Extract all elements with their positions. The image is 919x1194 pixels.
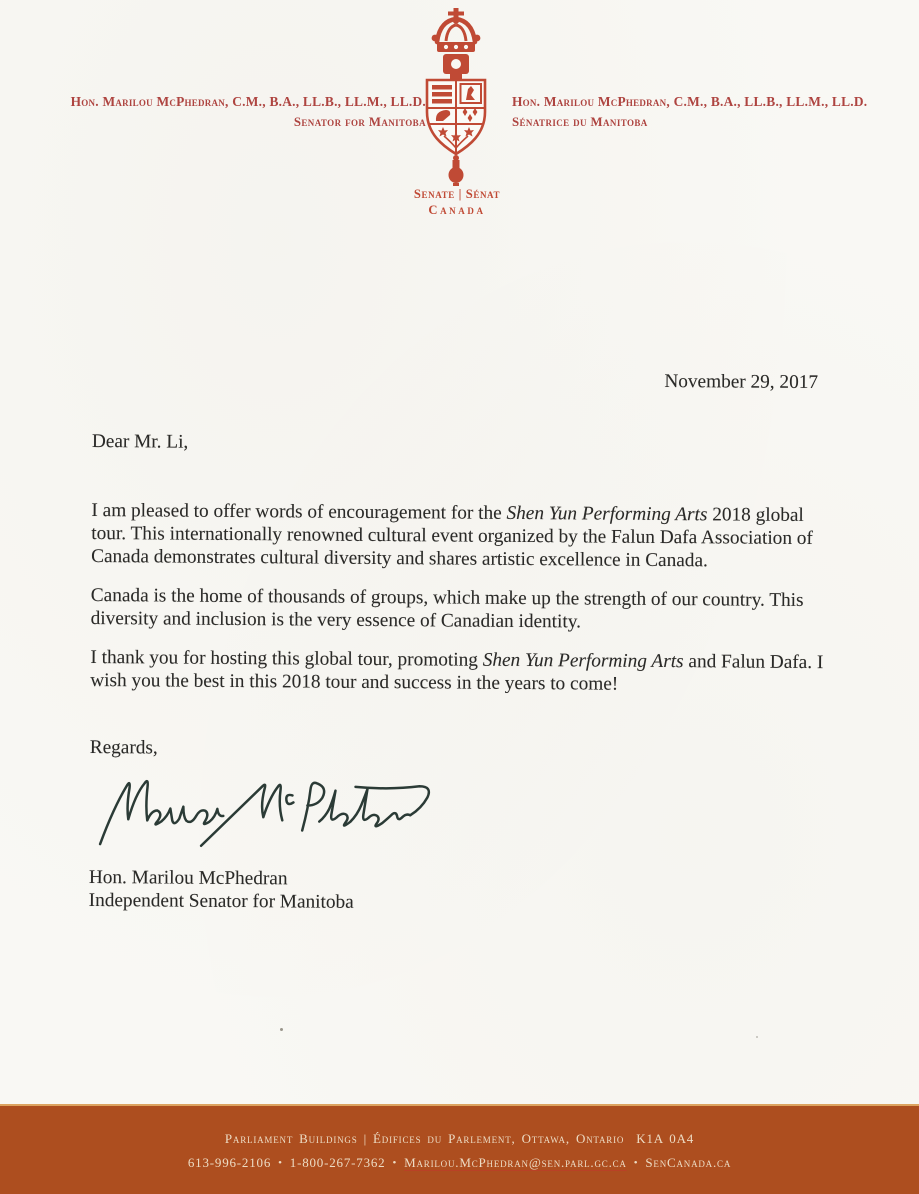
signer-name: Hon. Marilou McPhedran [88, 866, 288, 890]
paragraph-2: Canada is the home of thousands of groups, which make up the strength of our country. This diversity and inclusion is the very essence of Canadian identity. [90, 584, 804, 633]
paragraph-3-text-cont: and Falun Dafa. I wish you the best in this 2018 tour and success in the years to come! [90, 651, 824, 695]
paragraph-3 [90, 646, 832, 697]
letter-date: November 29, 2017 [664, 370, 819, 394]
paragraph-1-text-cont: 2018 global tour. This internationally renowned cultural event organized by the Falun Dafa Association of Canada demonstrates cultural diversity and shares artistic excellence in Canada. [91, 504, 813, 572]
footer-phone-tollfree: 1-800-267-7362 [289, 1155, 386, 1170]
letter-body [90, 430, 834, 780]
crest-label-senate: Senate | Sénat [413, 187, 501, 201]
scan-speck [756, 1036, 758, 1038]
salutation: Dear Mr. Li, [91, 430, 189, 453]
senator-name-french: Hon. Marilou McPhedran, C.M., B.A., LL.B., LL.M., LL.D. [512, 94, 868, 109]
footer-band [0, 1104, 919, 1194]
paragraph-3-emphasis: Shen Yun Performing Arts [482, 649, 684, 673]
senator-name-english: Hon. Marilou McPhedran, C.M., B.A., LL.B., LL.M., LL.D. [70, 94, 426, 109]
crest-label-canada: Canada [428, 203, 486, 217]
paragraph-3-text: I thank you for hosting this global tour, promoting [90, 646, 483, 671]
paragraph-1-text: I am pleased to offer words of encouragement for the [91, 499, 507, 524]
footer-contacts [0, 1155, 919, 1171]
signature-image [93, 768, 444, 860]
paragraph-1 [91, 499, 833, 573]
senator-title-english: Senator for Manitoba [293, 115, 426, 130]
footer-email: Marilou.McPhedran@sen.parl.gc.ca [404, 1155, 627, 1170]
footer-address: Parliament Buildings | Édifices du Parlement, Ottawa, Ontario K1A 0A4 [224, 1131, 695, 1146]
footer-phone-local: 613-996-2106 [187, 1155, 272, 1170]
scan-speck [280, 1028, 283, 1031]
bullet-separator: • [392, 1157, 398, 1169]
signer-title: Independent Senator for Manitoba [88, 889, 354, 913]
footer-website: SenCanada.ca [645, 1155, 732, 1170]
bullet-separator: • [633, 1157, 639, 1169]
paragraph-1-emphasis: Shen Yun Performing Arts [506, 502, 708, 526]
senator-title-french: Sénatrice du Manitoba [512, 115, 648, 130]
bullet-separator: • [278, 1157, 283, 1169]
closing: Regards, [89, 736, 158, 759]
signature-block [89, 866, 354, 914]
